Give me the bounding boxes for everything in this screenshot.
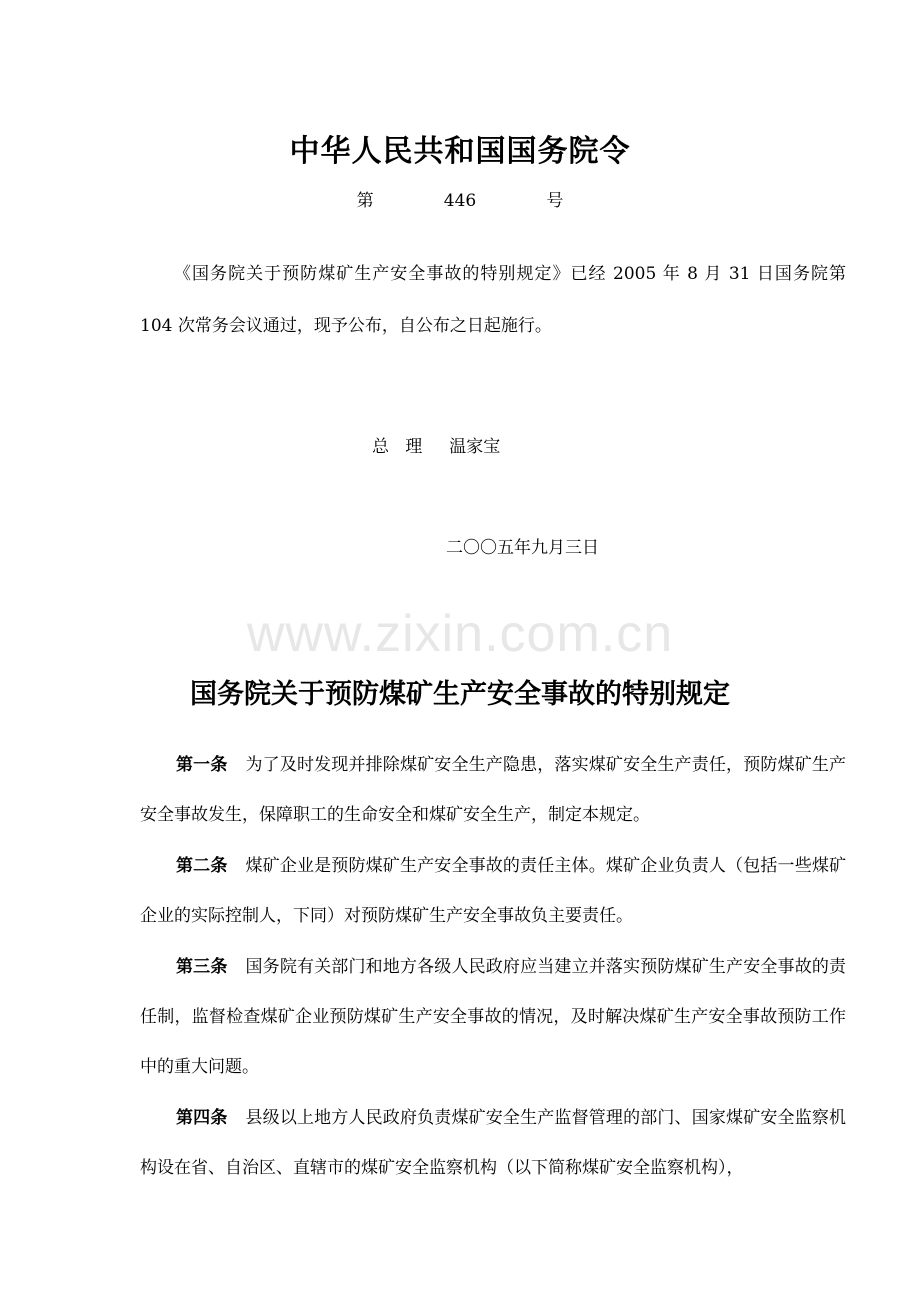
article-1-text: 为了及时发现并排除煤矿安全生产隐患，落实煤矿安全生产责任，预防煤矿生产安全事故发生，保障职工的生命安全和煤矿安全生产，制定本规定。 — [140, 755, 847, 825]
article-2-label: 第二条 — [176, 856, 228, 876]
article-list — [140, 740, 846, 1194]
article-3-text: 国务院有关部门和地方各级人民政府应当建立并落实预防煤矿生产安全事故的责任制，监督检查煤矿企业预防煤矿生产安全事故的情况，及时解决煤矿生产安全事故预防工作中的重大问题。 — [140, 957, 847, 1077]
article-4-text: 县级以上地方人民政府负责煤矿安全生产监督管理的部门、国家煤矿安全监察机构设在省、自治区、直辖市的煤矿安全监察机构（以下简称煤矿安全监察机构）， — [140, 1108, 847, 1178]
regulation-title: 国务院关于预防煤矿生产安全事故的特别规定 — [190, 679, 730, 710]
website-watermark: www.zixin.com.cn — [246, 605, 674, 663]
signing-date: 二〇〇五年九月三日 — [446, 538, 599, 558]
article-2-text: 煤矿企业是预防煤矿生产安全事故的责任主体。煤矿企业负责人（包括一些煤矿企业的实际控制人，下同）对预防煤矿生产安全事故负主要责任。 — [140, 856, 847, 926]
article-3 — [140, 942, 846, 1092]
article-1 — [140, 740, 846, 840]
article-4 — [140, 1093, 846, 1193]
decree-number: 第 446 号 — [356, 191, 564, 211]
decree-title: 中华人民共和国国务院令 — [289, 134, 631, 169]
article-4-label: 第四条 — [176, 1108, 228, 1128]
article-2 — [140, 841, 846, 941]
premier-signature: 总 理 温家宝 — [372, 437, 501, 457]
article-3-label: 第三条 — [176, 957, 228, 977]
article-1-label: 第一条 — [176, 755, 228, 775]
decree-intro-paragraph: 《国务院关于预防煤矿生产安全事故的特别规定》已经 2005 年 8 月 31 日国务院第 104 次常务会议通过，现予公布，自公布之日起施行。 — [140, 264, 846, 336]
